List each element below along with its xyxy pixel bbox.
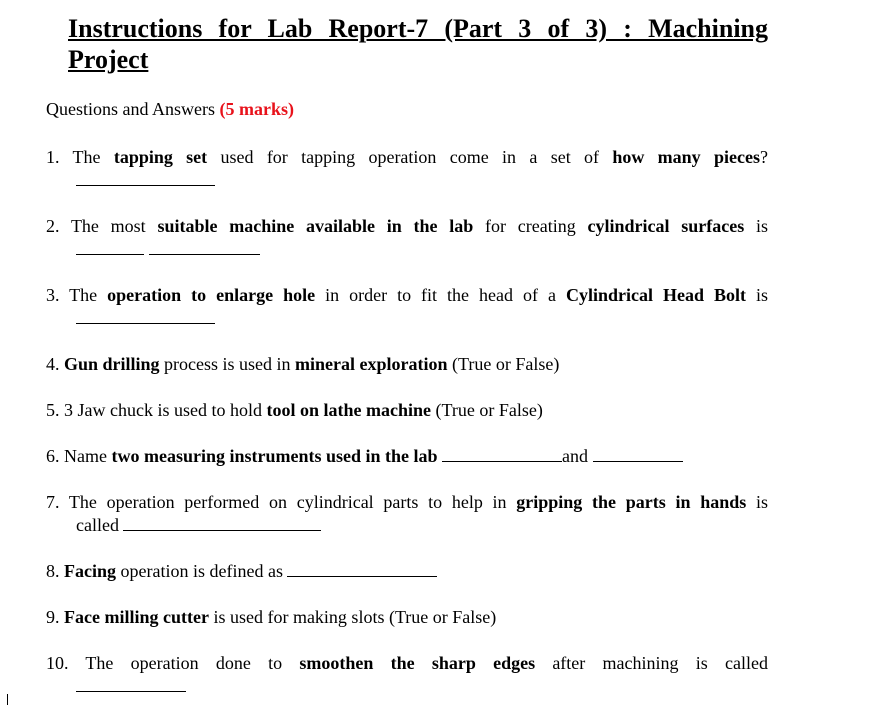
section-heading: [46, 99, 294, 120]
answer-blank[interactable]: [442, 447, 562, 462]
question-10: 10. The operation done to smoothen the sharp edges after machining is called: [46, 652, 768, 698]
question-8: 8. Facing operation is defined as: [46, 560, 768, 583]
answer-blank[interactable]: [149, 240, 260, 255]
marks-label: (5 marks): [219, 99, 294, 119]
page-title: [68, 13, 768, 75]
answer-blank[interactable]: [76, 677, 186, 692]
question-number: 1.: [46, 147, 60, 167]
question-4: 4. Gun drilling process is used in mineral exploration (True or False): [46, 354, 560, 374]
text-cursor: [7, 694, 8, 705]
question-number: 9.: [46, 607, 60, 627]
question-number: 5.: [46, 400, 60, 420]
answer-blank[interactable]: [123, 516, 321, 531]
question-1: 1. The tapping set used for tapping operation come in a set of how many pieces?: [46, 146, 768, 192]
question-number: 2.: [46, 216, 60, 236]
title-line-2: Project: [68, 45, 149, 74]
question-3: 3. The operation to enlarge hole in order to fit the head of a Cylindrical Head Bolt is: [46, 284, 768, 330]
answer-blank[interactable]: [287, 562, 437, 577]
title-line-1: Instructions for Lab Report-7 (Part 3 of 3) : Machining: [68, 14, 768, 43]
answer-blank[interactable]: [76, 240, 144, 255]
question-2: 2. The most suitable machine available in the lab for creating cylindrical surfaces is: [46, 215, 768, 261]
question-number: 8.: [46, 561, 60, 581]
question-number: 10.: [46, 653, 69, 673]
answer-blank[interactable]: [76, 171, 215, 186]
question-number: 7.: [46, 492, 60, 512]
question-number: 4.: [46, 354, 60, 374]
question-5: 5. 3 Jaw chuck is used to hold tool on lathe machine (True or False): [46, 400, 543, 420]
question-6: 6. Name two measuring instruments used in the lab and: [46, 445, 768, 468]
question-9: 9. Face milling cutter is used for making slots (True or False): [46, 607, 497, 627]
answer-blank[interactable]: [593, 447, 683, 462]
question-number: 6.: [46, 446, 60, 466]
section-label: Questions and Answers: [46, 99, 215, 119]
question-7: 7. The operation performed on cylindrical parts to help in gripping the parts in hands is called: [46, 492, 768, 535]
question-number: 3.: [46, 285, 60, 305]
answer-blank[interactable]: [76, 309, 215, 324]
